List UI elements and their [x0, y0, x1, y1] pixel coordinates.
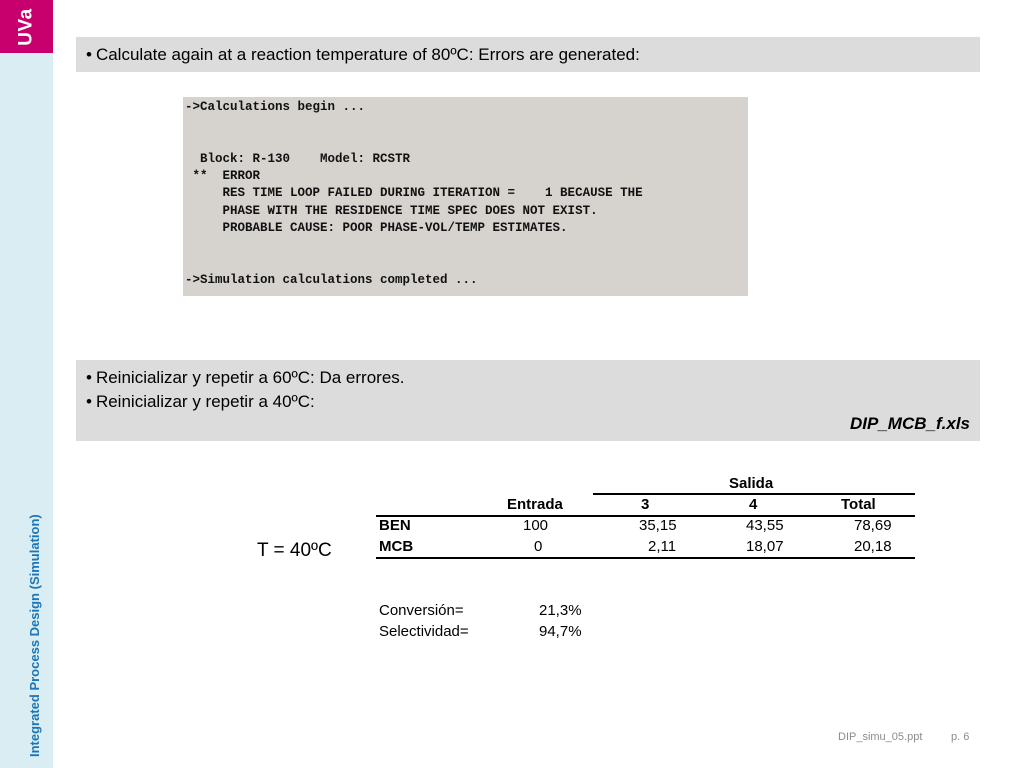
restart-60-text: Reinicializar y repetir a 60ºC: Da errores. [95, 368, 405, 387]
console-line: ->Simulation calculations completed ... [185, 273, 478, 287]
restart-40-text: Reinicializar y repetir a 40ºC: [95, 392, 315, 411]
bullet-item [86, 390, 315, 414]
restart-box [76, 360, 980, 441]
bullet-icon: • [86, 392, 92, 411]
table-cell: 43,55 [746, 517, 784, 534]
console-line: Block: R-130 Model: RCSTR [185, 152, 411, 166]
table-cell: 78,69 [854, 517, 892, 534]
table-cell: 20,18 [854, 538, 892, 555]
selectivity-label: Selectividad= [379, 623, 469, 640]
console-line: RES TIME LOOP FAILED DURING ITERATION = 1 BECAUSE THE [185, 186, 643, 200]
temperature-label: T = 40ºC [257, 540, 332, 561]
table-cell: 35,15 [639, 517, 677, 534]
bullet-item [86, 43, 640, 67]
table-cell: 18,07 [746, 538, 784, 555]
file-reference: DIP_MCB_f.xls [850, 414, 970, 433]
table-cell: 2,11 [648, 538, 677, 555]
conversion-value: 21,3% [539, 602, 582, 619]
salida-rule [593, 493, 915, 495]
intro-box [76, 37, 980, 72]
console-line: ** ERROR [185, 169, 261, 183]
sidebar [0, 0, 53, 768]
console-line: ->Calculations begin ... [185, 100, 366, 114]
table-cell: 0 [534, 538, 543, 555]
salida-header: Salida [729, 475, 774, 492]
col-header-3: 3 [641, 496, 650, 513]
bullet-icon: • [86, 45, 92, 64]
logo-text: UVa [15, 7, 37, 46]
console-line: PHASE WITH THE RESIDENCE TIME SPEC DOES NOT EXIST. [185, 204, 598, 218]
intro-text: Calculate again at a reaction temperature of 80ºC: Errors are generated: [95, 45, 640, 64]
row-label-mcb: MCB [379, 538, 414, 555]
footer-filename: DIP_simu_05.ppt [838, 731, 923, 743]
bullet-icon: • [86, 368, 92, 387]
course-title: Integrated Process Design (Simulation) [27, 514, 42, 757]
uva-logo [0, 0, 53, 53]
footer-page-number: p. 6 [951, 731, 970, 743]
bullet-item [86, 366, 405, 390]
row-label-ben: BEN [379, 517, 411, 534]
conversion-label: Conversión= [379, 602, 464, 619]
bottom-rule [376, 557, 915, 559]
col-header-entrada: Entrada [507, 496, 563, 513]
col-header-total: Total [841, 496, 876, 513]
table-cell: 100 [523, 517, 549, 534]
selectivity-value: 94,7% [539, 623, 582, 640]
col-header-4: 4 [749, 496, 758, 513]
console-line: PROBABLE CAUSE: POOR PHASE-VOL/TEMP ESTIMATES. [185, 221, 568, 235]
error-console [183, 97, 748, 296]
